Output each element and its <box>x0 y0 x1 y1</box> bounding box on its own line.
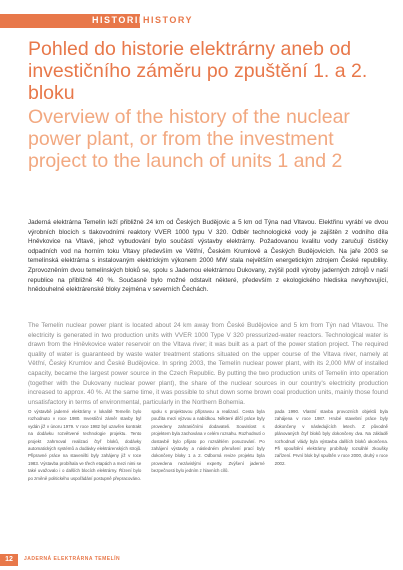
footer-magazine-title: JADERNÁ ELEKTRÁRNA TEMELÍN <box>24 556 121 562</box>
section-header-bar <box>0 14 403 28</box>
page-title-en: Overview of the history of the nuclear power plant, or from the investment project to the launch of units 1 and 2 <box>28 106 350 172</box>
page-number: 12 <box>0 554 18 566</box>
body-column-2: spolu s projektovou přípravou a realizací. Cesta byla použita mezi výzvou a nabídkou. Některé dílčí práce byly provedeny zahraničními dodavateli. Souvislost s projektem byla zachována v celém rozsahu. Rozhodnutí o dostavbě bylo přijato po rozsáhlém posuzování. Po zahájení výstavby a následném přerušení prací byly dokončeny bloky 1 a 2. Odborná revize projektu byla provedena nezávislými experty. Zvýšení jaderné bezpečnosti bylo jedním z hlavních cílů. <box>151 409 265 474</box>
page-footer <box>0 554 403 566</box>
page-title-cz: Pohled do historie elektrárny aneb od investičního záměru po zpuštění 1. a 2. bloku <box>28 38 368 104</box>
body-column-1: O výstavbě jaderné elektrárny v lokalitě Temelín bylo rozhodnuto v roce 1980. Investiční záměr stavby byl vydán již v únoru 1979. V roce 1982 byl uzavřen kontrakt na dodávku rozvětvené technologie projektu. Tento projekt zahrnoval realizaci čtyř bloků, dodávky automatických systémů a dodávky elektrárenských strojů. Připravné práce na staveništi byly zahájeny již v roce 1983. Výstavba probíhala ve třech etapách a mezi nimi se také uvažovalo i o dalších blocích elektrárny. Řízení bylo po změně politického uspořádání postupně přepracováno. <box>28 409 142 481</box>
body-column-3: pada 1990. Vlastní stavba provozních objektů byla zahájena v roce 1987. Hrubé stavební práce byly dokončeny v následujících letech. Z původně plánovaných čtyř bloků byly dokončeny dva. Na základě rozhodnutí vlády byla výstavba dalších bloků ukončena. Při spouštění elektrárny probíhaly rozsáhlé zkoušky zařízení. První blok byl spuštěn v roce 2000, druhý v roce 2002. <box>274 409 388 466</box>
lead-paragraph-en: The Temelín nuclear power plant is located about 24 km away from České Budějovice and 5 km from Týn nad Vltavou. The electricity is generated in two production units with VVER 1000 Type V 320 pressurized-water reactors. Technological water is drawn from the Hněvkovice water reservoir on the Vltava river; it was built as a part of the power station project. The required quality of water is guaranteed by waste water treatment stations situated on the upper course of the Vltava river, namely at Větřní, Český Krumlov and České Budějovice. In spring 2003, the Temelín nuclear power plant, with its 2,000 MW of installed capacity, became the largest power source in the Czech Republic. By putting the two production units of Temelín into operation (together with the Dukovany nuclear power plant), the share of the nuclear sources in our country's electricity production increased to approx. 40 %. At the same time, it was possible to shut down some brown coal production units, mainly those found unsatisfactory in terms of environmental, particularly in the Northern Bohemia. <box>28 322 388 406</box>
section-label-en: HISTORY <box>143 15 194 25</box>
body-columns <box>28 408 388 548</box>
lead-paragraph-cz: Jaderná elektrárna Temelín leží přibližně 24 km od Českých Budějovic a 5 km od Týna nad Vltavou. Elektřinu vyrábí ve dvou výrobních blocích s tlakovodními reaktory VVER 1000 typu V 320. Odběr technologické vody je zajištěn z vodního díla Hněvkovice na Vltavě, jehož vybudování bylo součástí výstavby elektrárny. Požadovanou kvalitu vody zaručují čističky odpadních vod na horním toku Vltavy především ve Větřní, Českém Krumlově a Českých Budějovicích. Na jaře 2003 se temelínská elektrárna s instalovaným elektrickým výkonem 2000 MW stala největším energetickým zdrojem České republiky. Zprovozněním dvou temelínských bloků se, spolu s Jadernou elektrárnou Dukovany, zvýšil podíl výroby jaderných zdrojů v naší republice na přibližně 40 %. Současně bylo možné odstavit některé, především z ekologického hlediska nevyhovující, hnědouhelné elektrárenské bloky zejména v severních Čechách. <box>28 219 388 294</box>
title-block <box>28 38 388 172</box>
section-label-cz: HISTORIE <box>92 15 147 25</box>
